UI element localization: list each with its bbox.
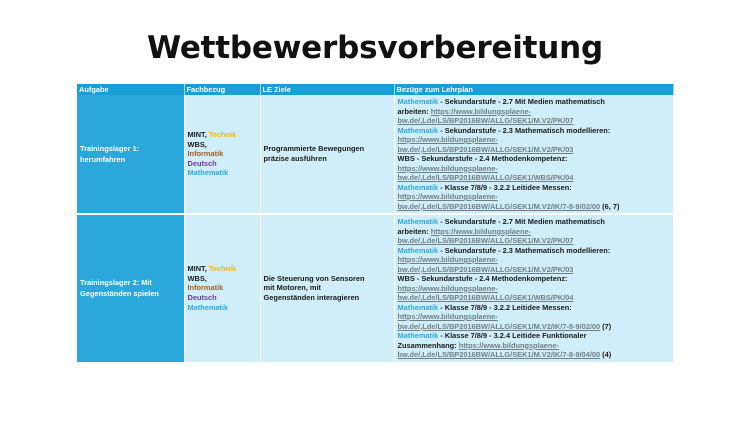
header-le-ziele: LE Ziele	[260, 84, 394, 95]
ziel-text: präzise ausführen	[263, 154, 327, 163]
page-title: Wettbewerbsvorbereitung	[146, 30, 604, 66]
lehrplan-link[interactable]: bw.de/,Lde/LS/BP2016BW/ALLG/SEK1/M.V2/PK/03	[397, 264, 574, 274]
fachbezug-cell	[184, 95, 260, 214]
ref-suffix: (7)	[600, 321, 612, 331]
ref-subject: Mathematik	[397, 182, 439, 192]
ref-heading	[398, 303, 670, 313]
ref-link-line	[398, 284, 670, 294]
lehrplan-link[interactable]: bw.de/,Lde/LS/BP2016BW/ALLG/SEK1/WBS/PK/04	[397, 293, 574, 302]
ref-text: - Sekundarstufe - 2.4 Methodenkompetenz:	[414, 274, 568, 283]
ref-link-line	[398, 341, 670, 351]
lehrplan-link[interactable]: bw.de/,Lde/LS/BP2016BW/ALLG/SEK1/M.V2/IK/7-8-9/04/00	[397, 350, 601, 359]
lehrplan-link[interactable]: https://www.bildungsplaene-	[397, 283, 498, 293]
fach-technik: Technik	[208, 130, 237, 140]
ref-link-line	[398, 322, 670, 332]
ref-link-line	[398, 116, 670, 126]
ref-heading	[398, 154, 670, 164]
aufgabe-text: Trainingslager 2: Mit	[80, 278, 152, 288]
curriculum-table	[77, 84, 674, 362]
table-row	[77, 95, 673, 214]
lehrplan-link[interactable]: https://www.bildungsplaene-	[430, 226, 532, 236]
lehrplan-link[interactable]: bw.de/,Lde/LS/BP2016BW/ALLG/SEK1/WBS/PK/04	[397, 173, 574, 182]
ref-link-line	[398, 293, 670, 303]
lehrplan-cell	[394, 214, 673, 362]
ziel-text: mit Motoren, mit	[263, 283, 321, 293]
ref-suffix: (6, 7)	[600, 201, 620, 211]
lehrplan-link[interactable]: bw.de/,Lde/LS/BP2016BW/ALLG/SEK1/M.V2/PK/07	[397, 116, 574, 125]
ref-link-line	[398, 312, 670, 322]
lehrplan-cell	[394, 95, 673, 214]
fach-deutsch: Deutsch	[187, 293, 217, 303]
fach-wbs: WBS,	[187, 273, 207, 283]
header-fachbezug: Fachbezug	[184, 84, 260, 95]
aufgabe-cell	[77, 95, 184, 214]
ref-heading	[398, 183, 670, 193]
lehrplan-link[interactable]: https://www.bildungsplaene-	[458, 340, 560, 350]
ref-text: - Sekundarstufe - 2.4 Methodenkompetenz:	[414, 154, 568, 163]
le-ziel-cell	[260, 95, 394, 214]
lehrplan-link[interactable]: https://www.bildungsplaene-	[397, 255, 498, 264]
ref-text: - Sekundarstufe - 2.7 Mit Medien mathematisch	[438, 97, 605, 106]
lehrplan-link[interactable]: bw.de/,Lde/LS/BP2016BW/ALLG/SEK1/M.V2/PK/07	[397, 236, 574, 245]
ziel-text: Die Steuerung von Sensoren	[263, 273, 365, 283]
ref-suffix: (4)	[600, 350, 612, 359]
aufgabe-text: Gegenständen spielen	[80, 289, 159, 299]
lehrplan-link[interactable]: bw.de/,Lde/LS/BP2016BW/ALLG/SEK1/M.V2/IK/7-8-9/02/00	[397, 321, 601, 331]
ref-link-line	[398, 164, 670, 174]
ref-link-line	[398, 202, 670, 212]
ref-link-line	[398, 135, 670, 145]
fach-informatik: Informatik	[187, 149, 224, 159]
aufgabe-text: Trainingslager 1:	[80, 144, 140, 153]
fach-mathematik: Mathematik	[187, 302, 229, 312]
ref-heading	[398, 246, 670, 256]
fach-line	[188, 264, 257, 274]
aufgabe-cell	[77, 214, 184, 362]
fach-mint: MINT,	[187, 130, 209, 140]
fach-technik: Technik	[208, 264, 237, 274]
ref-text: - Klasse 7/8/9 - 3.2.4 Leitidee Funktionaler	[438, 331, 587, 340]
ref-text: - Klasse 7/8/9 - 3.2.2 Leitidee Messen:	[438, 302, 572, 312]
lehrplan-link[interactable]: https://www.bildungsplaene-	[397, 135, 498, 144]
ref-link-prefix: Zusammenhang:	[397, 340, 459, 350]
ref-subject: WBS	[397, 154, 415, 163]
ref-heading	[398, 97, 670, 107]
fach-mint: MINT,	[187, 264, 209, 274]
lehrplan-link[interactable]: bw.de/,Lde/LS/BP2016BW/ALLG/SEK1/M.V2/IK/7-8-9/02/00	[397, 201, 601, 211]
lehrplan-link[interactable]: https://www.bildungsplaene-	[397, 312, 498, 321]
lehrplan-link[interactable]: bw.de/,Lde/LS/BP2016BW/ALLG/SEK1/M.V2/PK/03	[397, 144, 574, 154]
ref-text: - Sekundarstufe - 2.3 Mathematisch modellieren:	[438, 245, 611, 255]
ref-link-line	[398, 192, 670, 202]
ref-heading	[398, 331, 670, 341]
ref-link-line	[398, 227, 670, 237]
ziel-text: Gegenständen interagieren	[263, 293, 360, 303]
lehrplan-link[interactable]: https://www.bildungsplaene-	[397, 163, 498, 173]
ref-link-line	[398, 236, 670, 246]
ref-link-line	[398, 107, 670, 117]
table-row	[77, 214, 673, 362]
header-aufgabe: Aufgabe	[77, 84, 184, 95]
ref-subject: WBS	[397, 274, 415, 283]
ref-subject: Mathematik	[397, 97, 439, 106]
ziel-text: Programmierte Bewegungen	[263, 144, 365, 154]
ref-text: - Sekundarstufe - 2.7 Mit Medien mathematisch	[438, 217, 605, 226]
ref-link-line	[398, 145, 670, 155]
ref-subject: Mathematik	[397, 331, 439, 340]
header-bezuege: Bezüge zum Lehrplan	[394, 84, 673, 95]
ref-link-prefix: arbeiten:	[397, 226, 431, 236]
ref-link-line	[398, 350, 670, 360]
ref-heading	[398, 217, 670, 227]
ref-subject: Mathematik	[397, 125, 439, 135]
ref-link-line	[398, 173, 670, 183]
fach-wbs: WBS,	[187, 139, 207, 149]
table-header-row	[77, 84, 673, 95]
ref-link-prefix: arbeiten:	[397, 106, 431, 116]
ref-subject: Mathematik	[397, 302, 439, 312]
fach-mathematik: Mathematik	[187, 168, 229, 178]
ref-subject: Mathematik	[397, 245, 439, 255]
ref-heading	[398, 126, 670, 136]
ref-link-line	[398, 255, 670, 265]
ref-heading	[398, 274, 670, 284]
ref-text: - Klasse 7/8/9 - 3.2.2 Leitidee Messen:	[438, 182, 572, 192]
ref-text: - Sekundarstufe - 2.3 Mathematisch modellieren:	[438, 125, 611, 135]
aufgabe-text: herumfahren	[80, 155, 126, 164]
lehrplan-link[interactable]: https://www.bildungsplaene-	[430, 106, 532, 116]
fachbezug-cell	[184, 214, 260, 362]
fach-informatik: Informatik	[187, 283, 224, 293]
le-ziel-cell	[260, 214, 394, 362]
ref-subject: Mathematik	[397, 217, 439, 226]
fach-deutsch: Deutsch	[187, 158, 217, 168]
fach-line	[188, 130, 257, 140]
ref-link-line	[398, 265, 670, 275]
lehrplan-link[interactable]: https://www.bildungsplaene-	[397, 192, 498, 201]
